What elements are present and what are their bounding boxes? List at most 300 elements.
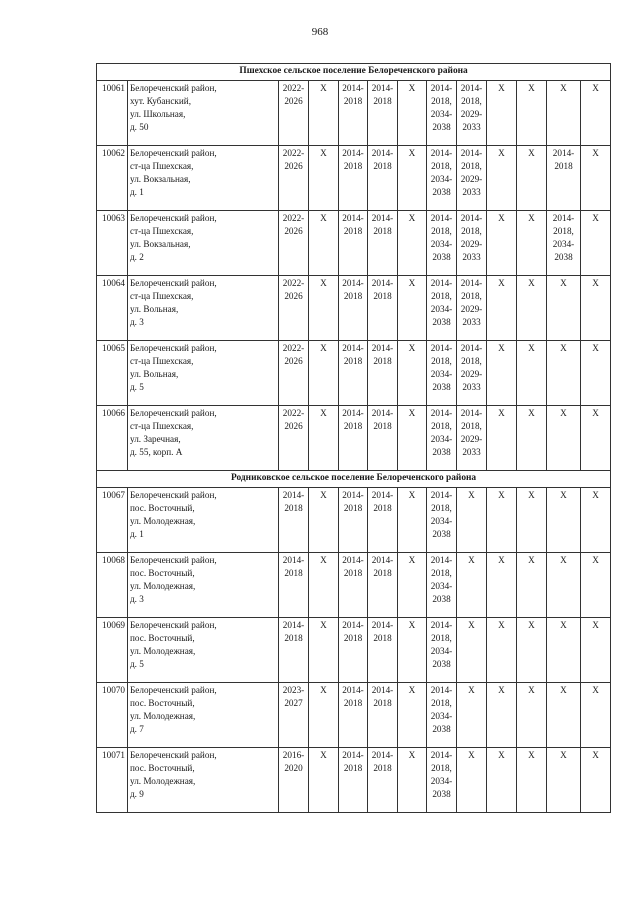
- cell-line: 2034-: [430, 174, 453, 184]
- address-line: ул. Заречная,: [130, 434, 181, 444]
- record-number-cell: 10068: [97, 553, 128, 618]
- cell-line: 2014-: [371, 490, 394, 500]
- cell-line: 2014-: [460, 408, 483, 418]
- period-cell: [279, 683, 309, 748]
- not-applicable-cell: [309, 341, 339, 406]
- address-line: ст-ца Пшехская,: [130, 226, 194, 236]
- address-line: пос. Восточный,: [130, 698, 195, 708]
- cell-line: 2029-: [460, 369, 483, 379]
- period-cell: [427, 276, 457, 341]
- cell-line: 2038: [432, 529, 451, 539]
- cell-line: 2018,: [431, 633, 452, 643]
- register-table: [96, 63, 611, 813]
- cell-line: 2034-: [430, 776, 453, 786]
- not-applicable-cell: [581, 406, 611, 471]
- period-cell: [339, 618, 368, 683]
- not-applicable-cell: [457, 748, 487, 813]
- cell-line: Х: [528, 685, 535, 695]
- cell-line: 2014-: [552, 148, 575, 158]
- cell-line: Х: [528, 620, 535, 630]
- cell-line: Х: [560, 343, 567, 353]
- cell-line: 2034-: [430, 581, 453, 591]
- cell-line: 2014-: [430, 490, 453, 500]
- address-line: д. 5: [130, 659, 144, 669]
- record-number-cell: 10070: [97, 683, 128, 748]
- cell-line: Х: [320, 490, 327, 500]
- cell-line: 2033: [462, 382, 481, 392]
- period-cell: [427, 553, 457, 618]
- cell-line: 2014-: [371, 148, 394, 158]
- cell-line: Х: [320, 685, 327, 695]
- address-line: ст-ца Пшехская,: [130, 421, 194, 431]
- not-applicable-cell: [398, 406, 427, 471]
- period-cell: [368, 618, 398, 683]
- cell-line: 2014-: [371, 555, 394, 565]
- not-applicable-cell: [487, 553, 517, 618]
- period-cell: [547, 146, 581, 211]
- cell-line: Х: [528, 83, 535, 93]
- cell-line: 2034-: [430, 239, 453, 249]
- cell-line: 2022-: [282, 83, 305, 93]
- cell-line: 2014-: [460, 343, 483, 353]
- cell-line: 2014-: [342, 343, 364, 353]
- period-cell: [368, 406, 398, 471]
- cell-line: 2018: [343, 356, 363, 366]
- cell-line: 2026: [284, 291, 303, 301]
- cell-line: Х: [498, 555, 505, 565]
- address-cell: [128, 406, 279, 471]
- period-cell: [457, 341, 487, 406]
- not-applicable-cell: [581, 683, 611, 748]
- cell-line: 2018,: [461, 291, 482, 301]
- address-line: хут. Кубанский,: [130, 96, 192, 106]
- cell-line: Х: [560, 685, 567, 695]
- address-line: ул. Школьная,: [130, 109, 186, 119]
- cell-line: 2018: [373, 226, 392, 236]
- cell-line: Х: [528, 148, 535, 158]
- cell-line: Х: [408, 490, 416, 500]
- cell-line: 2020: [284, 763, 303, 773]
- not-applicable-cell: [517, 618, 547, 683]
- cell-line: 2014-: [342, 278, 364, 288]
- cell-line: 2018,: [431, 356, 452, 366]
- cell-line: 2014-: [371, 83, 394, 93]
- not-applicable-cell: [547, 683, 581, 748]
- cell-line: Х: [592, 555, 599, 565]
- period-cell: [427, 146, 457, 211]
- cell-line: Х: [320, 278, 327, 288]
- not-applicable-cell: [547, 488, 581, 553]
- period-cell: [279, 748, 309, 813]
- not-applicable-cell: [398, 276, 427, 341]
- cell-line: 2026: [284, 421, 303, 431]
- cell-line: Х: [468, 490, 475, 500]
- cell-line: 2034-: [430, 369, 453, 379]
- period-cell: [427, 341, 457, 406]
- cell-line: Х: [560, 620, 567, 630]
- cell-line: 2014-: [342, 685, 364, 695]
- not-applicable-cell: [581, 146, 611, 211]
- cell-line: 2018: [373, 291, 392, 301]
- record-number-cell: 10071: [97, 748, 128, 813]
- cell-line: Х: [408, 408, 416, 418]
- cell-line: 2022-: [282, 148, 305, 158]
- cell-line: 2018,: [431, 568, 452, 578]
- cell-line: 2018: [373, 356, 392, 366]
- address-line: ул. Молодежная,: [130, 516, 196, 526]
- period-cell: [368, 341, 398, 406]
- cell-line: 2014-: [430, 750, 453, 760]
- address-line: д. 3: [130, 594, 144, 604]
- not-applicable-cell: [398, 488, 427, 553]
- not-applicable-cell: [487, 341, 517, 406]
- cell-line: 2018,: [431, 763, 452, 773]
- period-cell: [368, 81, 398, 146]
- cell-line: Х: [560, 83, 567, 93]
- cell-line: 2018: [373, 763, 392, 773]
- not-applicable-cell: [581, 748, 611, 813]
- cell-line: Х: [498, 278, 505, 288]
- cell-line: 2038: [432, 659, 451, 669]
- cell-line: 2038: [432, 594, 451, 604]
- cell-line: 2026: [284, 356, 303, 366]
- cell-line: 2018: [284, 633, 303, 643]
- cell-line: 2029-: [460, 304, 483, 314]
- address-line: Белореченский район,: [130, 343, 217, 353]
- record-number-cell: 10069: [97, 618, 128, 683]
- address-cell: [128, 341, 279, 406]
- period-cell: [427, 618, 457, 683]
- cell-line: 2034-: [430, 304, 453, 314]
- period-cell: [339, 488, 368, 553]
- address-line: Белореченский район,: [130, 490, 217, 500]
- cell-line: 2033: [462, 187, 481, 197]
- period-cell: [279, 276, 309, 341]
- cell-line: Х: [320, 555, 327, 565]
- section-title: Родниковское сельское поселение Белореченского района: [97, 471, 611, 488]
- cell-line: 2018: [554, 161, 573, 171]
- cell-line: 2014-: [371, 213, 394, 223]
- address-line: д. 50: [130, 122, 149, 132]
- address-line: д. 55, корп. А: [130, 447, 183, 457]
- table-row: [97, 81, 611, 146]
- cell-line: 2018,: [431, 291, 452, 301]
- record-number-cell: 10062: [97, 146, 128, 211]
- cell-line: Х: [560, 490, 567, 500]
- cell-line: Х: [498, 685, 505, 695]
- cell-line: 2038: [432, 382, 451, 392]
- not-applicable-cell: [487, 211, 517, 276]
- not-applicable-cell: [547, 553, 581, 618]
- cell-line: 2018,: [431, 503, 452, 513]
- period-cell: [368, 146, 398, 211]
- cell-line: 2018: [373, 568, 392, 578]
- cell-line: 2014-: [430, 278, 453, 288]
- cell-line: Х: [560, 278, 567, 288]
- cell-line: 2014-: [460, 213, 483, 223]
- cell-line: 2014-: [552, 213, 575, 223]
- address-line: ст-ца Пшехская,: [130, 161, 194, 171]
- cell-line: 2018: [373, 161, 392, 171]
- address-cell: [128, 211, 279, 276]
- cell-line: Х: [498, 620, 505, 630]
- cell-line: Х: [468, 750, 475, 760]
- not-applicable-cell: [457, 683, 487, 748]
- cell-line: Х: [498, 490, 505, 500]
- cell-line: 2014-: [282, 555, 305, 565]
- period-cell: [279, 618, 309, 683]
- cell-line: 2014-: [430, 408, 453, 418]
- cell-line: Х: [560, 555, 567, 565]
- cell-line: 2038: [432, 724, 451, 734]
- cell-line: 2014-: [371, 620, 394, 630]
- cell-line: 2016-: [282, 750, 305, 760]
- period-cell: [339, 276, 368, 341]
- address-line: д. 1: [130, 529, 144, 539]
- cell-line: Х: [498, 148, 505, 158]
- cell-line: Х: [528, 408, 535, 418]
- cell-line: Х: [592, 343, 599, 353]
- cell-line: 2014-: [371, 750, 394, 760]
- cell-line: 2033: [462, 317, 481, 327]
- cell-line: 2018,: [461, 161, 482, 171]
- cell-line: 2018,: [431, 161, 452, 171]
- period-cell: [279, 406, 309, 471]
- cell-line: 2026: [284, 226, 303, 236]
- cell-line: Х: [408, 555, 416, 565]
- cell-line: Х: [320, 213, 327, 223]
- not-applicable-cell: [309, 683, 339, 748]
- address-cell: [128, 618, 279, 683]
- cell-line: 2027: [284, 698, 303, 708]
- address-cell: [128, 81, 279, 146]
- address-line: д. 2: [130, 252, 144, 262]
- cell-line: 2034-: [430, 516, 453, 526]
- section-header-row: [97, 471, 611, 488]
- cell-line: 2026: [284, 161, 303, 171]
- cell-line: 2018,: [461, 96, 482, 106]
- cell-line: 2038: [554, 252, 573, 262]
- record-number-cell: 10064: [97, 276, 128, 341]
- not-applicable-cell: [487, 618, 517, 683]
- not-applicable-cell: [457, 488, 487, 553]
- address-line: ул. Молодежная,: [130, 646, 196, 656]
- cell-line: Х: [408, 750, 416, 760]
- page-number: 968: [311, 26, 329, 38]
- cell-line: 2018: [373, 421, 392, 431]
- cell-line: Х: [408, 278, 416, 288]
- period-cell: [427, 683, 457, 748]
- cell-line: Х: [320, 343, 327, 353]
- address-line: ул. Вольная,: [130, 369, 179, 379]
- not-applicable-cell: [309, 146, 339, 211]
- cell-line: Х: [320, 408, 327, 418]
- period-cell: [279, 341, 309, 406]
- cell-line: 2018: [343, 763, 363, 773]
- cell-line: Х: [320, 148, 327, 158]
- period-cell: [368, 748, 398, 813]
- cell-line: 2018: [373, 633, 392, 643]
- cell-line: 2018: [373, 503, 392, 513]
- address-line: д. 3: [130, 317, 144, 327]
- not-applicable-cell: [457, 553, 487, 618]
- cell-line: Х: [498, 83, 505, 93]
- cell-line: Х: [592, 83, 599, 93]
- not-applicable-cell: [398, 146, 427, 211]
- cell-line: Х: [320, 750, 327, 760]
- cell-line: 2014-: [342, 408, 364, 418]
- cell-line: 2029-: [460, 109, 483, 119]
- cell-line: 2033: [462, 447, 481, 457]
- cell-line: 2038: [432, 317, 451, 327]
- cell-line: Х: [592, 490, 599, 500]
- address-line: Белореченский район,: [130, 685, 217, 695]
- not-applicable-cell: [487, 146, 517, 211]
- cell-line: Х: [528, 490, 535, 500]
- cell-line: Х: [592, 213, 599, 223]
- not-applicable-cell: [517, 81, 547, 146]
- address-cell: [128, 276, 279, 341]
- table-row: [97, 146, 611, 211]
- period-cell: [339, 211, 368, 276]
- address-line: ул. Вольная,: [130, 304, 179, 314]
- not-applicable-cell: [487, 683, 517, 748]
- period-cell: [339, 553, 368, 618]
- cell-line: 2018: [284, 568, 303, 578]
- not-applicable-cell: [547, 406, 581, 471]
- cell-line: 2029-: [460, 434, 483, 444]
- table-row: [97, 406, 611, 471]
- cell-line: 2029-: [460, 174, 483, 184]
- period-cell: [279, 553, 309, 618]
- period-cell: [368, 553, 398, 618]
- cell-line: Х: [320, 83, 327, 93]
- period-cell: [427, 406, 457, 471]
- cell-line: 2018: [343, 568, 363, 578]
- cell-line: Х: [528, 750, 535, 760]
- period-cell: [339, 683, 368, 748]
- cell-line: Х: [498, 213, 505, 223]
- address-cell: [128, 146, 279, 211]
- period-cell: [368, 276, 398, 341]
- period-cell: [427, 748, 457, 813]
- not-applicable-cell: [581, 488, 611, 553]
- not-applicable-cell: [517, 341, 547, 406]
- address-line: Белореченский район,: [130, 408, 217, 418]
- record-number-cell: 10063: [97, 211, 128, 276]
- cell-line: Х: [408, 620, 416, 630]
- not-applicable-cell: [309, 211, 339, 276]
- cell-line: Х: [592, 278, 599, 288]
- record-number-cell: 10066: [97, 406, 128, 471]
- not-applicable-cell: [487, 406, 517, 471]
- not-applicable-cell: [398, 618, 427, 683]
- cell-line: 2038: [432, 252, 451, 262]
- cell-line: 2018,: [431, 96, 452, 106]
- cell-line: 2014-: [342, 620, 364, 630]
- cell-line: 2018,: [431, 226, 452, 236]
- not-applicable-cell: [398, 81, 427, 146]
- not-applicable-cell: [547, 276, 581, 341]
- address-line: д. 7: [130, 724, 144, 734]
- cell-line: Х: [408, 685, 416, 695]
- not-applicable-cell: [581, 276, 611, 341]
- address-line: пос. Восточный,: [130, 503, 195, 513]
- cell-line: 2038: [432, 789, 451, 799]
- table-row: [97, 748, 611, 813]
- cell-line: Х: [528, 213, 535, 223]
- cell-line: 2014-: [460, 83, 483, 93]
- address-line: д. 1: [130, 187, 144, 197]
- address-line: ул. Вокзальная,: [130, 239, 191, 249]
- table-row: [97, 553, 611, 618]
- period-cell: [339, 146, 368, 211]
- not-applicable-cell: [547, 81, 581, 146]
- record-number-cell: 10067: [97, 488, 128, 553]
- cell-line: 2018: [343, 698, 363, 708]
- address-line: пос. Восточный,: [130, 633, 195, 643]
- period-cell: [339, 406, 368, 471]
- address-line: Белореченский район,: [130, 148, 217, 158]
- cell-line: 2034-: [430, 109, 453, 119]
- not-applicable-cell: [547, 341, 581, 406]
- table-row: [97, 618, 611, 683]
- not-applicable-cell: [517, 211, 547, 276]
- address-line: ул. Молодежная,: [130, 711, 196, 721]
- cell-line: 2034-: [430, 434, 453, 444]
- cell-line: 2014-: [342, 555, 364, 565]
- not-applicable-cell: [487, 276, 517, 341]
- not-applicable-cell: [581, 553, 611, 618]
- not-applicable-cell: [517, 488, 547, 553]
- cell-line: 2014-: [430, 685, 453, 695]
- cell-line: 2014-: [371, 278, 394, 288]
- cell-line: Х: [498, 343, 505, 353]
- not-applicable-cell: [309, 276, 339, 341]
- address-line: ст-ца Пшехская,: [130, 291, 194, 301]
- cell-line: 2023-: [282, 685, 305, 695]
- not-applicable-cell: [487, 81, 517, 146]
- period-cell: [427, 488, 457, 553]
- address-line: Белореченский район,: [130, 620, 217, 630]
- address-line: Белореченский район,: [130, 83, 217, 93]
- cell-line: 2034-: [430, 646, 453, 656]
- not-applicable-cell: [309, 488, 339, 553]
- period-cell: [457, 211, 487, 276]
- address-line: д. 5: [130, 382, 144, 392]
- period-cell: [457, 81, 487, 146]
- address-line: ул. Молодежная,: [130, 776, 196, 786]
- not-applicable-cell: [517, 276, 547, 341]
- cell-line: 2018,: [461, 356, 482, 366]
- record-number-cell: 10065: [97, 341, 128, 406]
- cell-line: 2022-: [282, 213, 305, 223]
- address-line: пос. Восточный,: [130, 568, 195, 578]
- cell-line: 2014-: [282, 490, 305, 500]
- cell-line: Х: [498, 750, 505, 760]
- cell-line: Х: [592, 620, 599, 630]
- cell-line: 2018: [284, 503, 303, 513]
- not-applicable-cell: [517, 406, 547, 471]
- cell-line: 2014-: [430, 555, 453, 565]
- period-cell: [427, 211, 457, 276]
- address-line: пос. Восточный,: [130, 763, 195, 773]
- address-cell: [128, 553, 279, 618]
- address-line: ул. Молодежная,: [130, 581, 196, 591]
- not-applicable-cell: [457, 618, 487, 683]
- cell-line: 2038: [432, 122, 451, 132]
- not-applicable-cell: [581, 618, 611, 683]
